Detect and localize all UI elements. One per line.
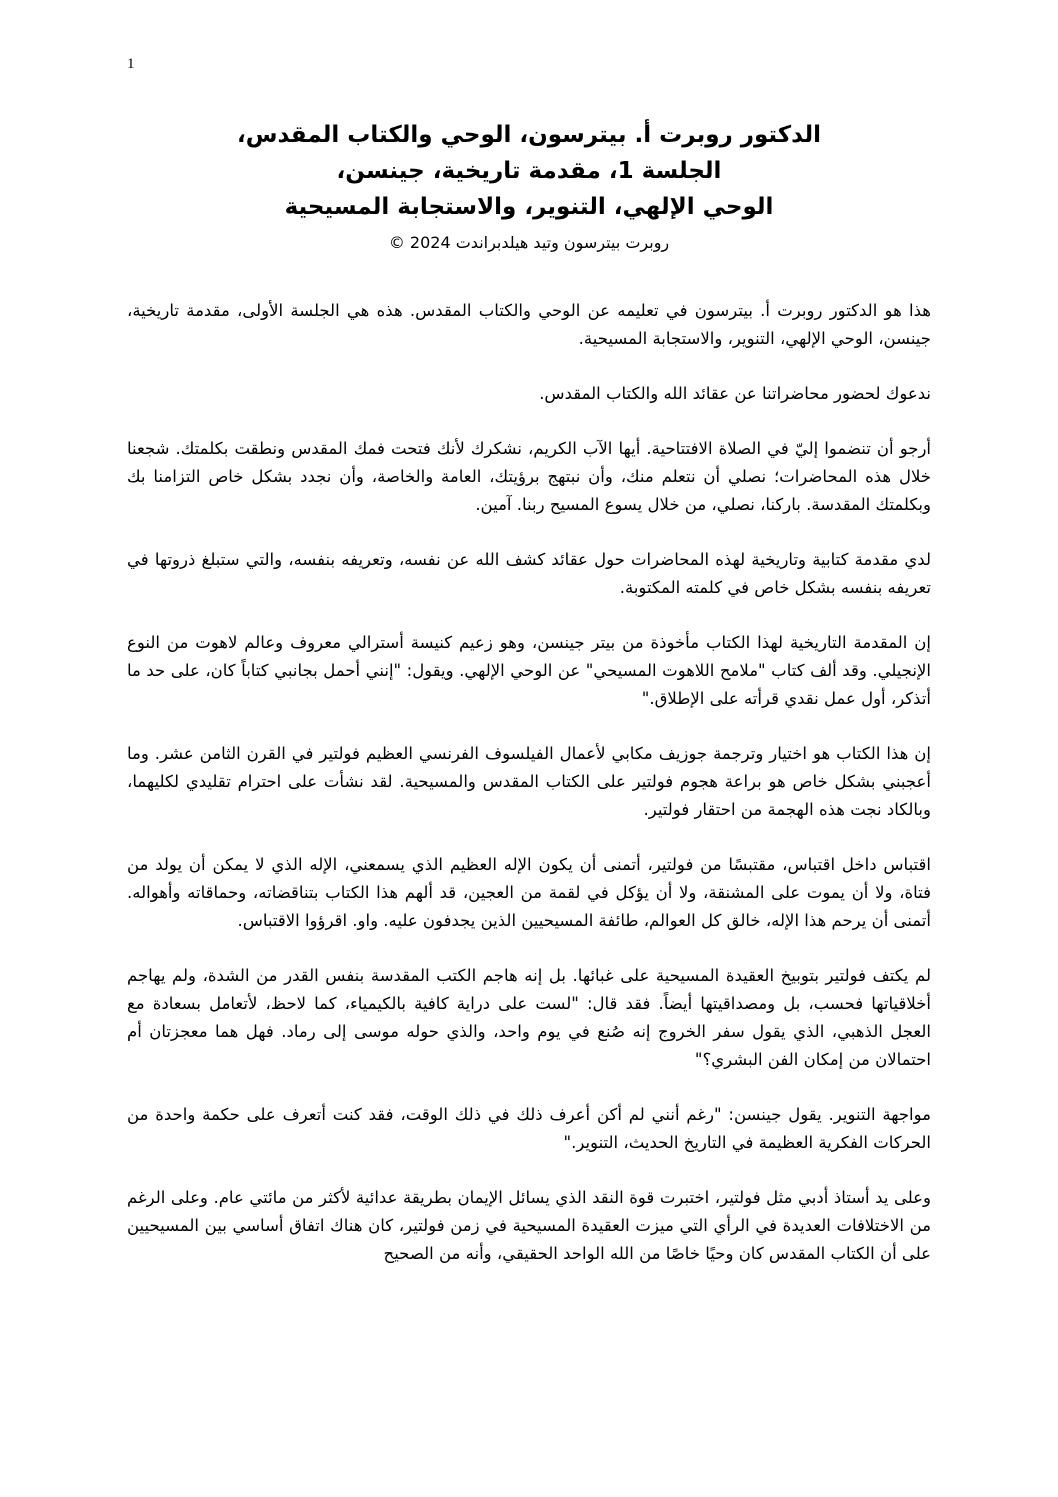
paragraph: ندعوك لحضور محاضراتنا عن عقائد الله والكتاب المقدس. bbox=[539, 384, 931, 403]
paragraph: هذا هو الدكتور روبرت أ. بيترسون في تعليمه عن الوحي والكتاب المقدس. هذه هي الجلسة الأولى، مقدمة تاريخية، جينسن، الوحي الإلهي، التنوير، والاستجابة المسيحية. bbox=[127, 301, 931, 348]
copyright-line: روبرت بيترسون وتيد هيلدبراندت 2024 © bbox=[388, 233, 670, 252]
paragraph: أرجو أن تنضموا إليّ في الصلاة الافتتاحية. أيها الآب الكريم، نشكرك لأنك فتحت فمك المقدس ونطقت بكلمتك. شجعنا خلال هذه المحاضرات؛ نصلي أن نتعلم منك، وأن نبتهج برؤيتك، العامة والخاصة، وأن نجدد بشكل خاص التزامنا بك وبكلمتك المقدسة. باركنا، نصلي، من خلال يسوع المسيح ربنا. آمين. bbox=[127, 439, 931, 514]
document-body bbox=[127, 297, 931, 1268]
paragraph: مواجهة التنوير. يقول جينسن: "رغم أنني لم أكن أعرف ذلك في ذلك الوقت، فقد كنت أتعرف على حكمة واحدة من الحركات الفكرية العظيمة في التاريخ الحديث، التنوير." bbox=[127, 1105, 931, 1152]
paragraph: اقتباس داخل اقتباس، مقتبسًا من فولتير، أتمنى أن يكون الإله العظيم الذي يسمعني، الإله الذي لا يمكن أن يولد من فتاة، ولا أن يموت على المشنقة، ولا أن يؤكل في لقمة من العجين، قد ألهم هذا الكتاب بتناقضاته، وحماقاته وأهواله. أتمنى أن يرحم هذا الإله، خالق كل العوالم، طائفة المسيحيين الذين يجدفون عليه. واو. اقرؤوا الاقتباس. bbox=[127, 855, 931, 930]
page-number: 1 bbox=[127, 56, 135, 72]
document-title-line-1: الدكتور روبرت أ. بيترسون، الوحي والكتاب المقدس، bbox=[237, 122, 821, 148]
document-title-line-3: الوحي الإلهي، التنوير، والاستجابة المسيحية bbox=[284, 194, 774, 220]
document-content bbox=[127, 117, 931, 1268]
paragraph: وعلى يد أستاذ أدبي مثل فولتير، اختبرت قوة النقد الذي يسائل الإيمان بطريقة عدائية لأكثر من مائتي عام. وعلى الرغم من الاختلافات العديدة في الرأي التي ميزت العقيدة المسيحية في زمن فولتير، كان هناك اتفاق أساسي بين المسيحيين على أن الكتاب المقدس كان وحيًا خاصًا من الله الواحد الحقيقي، وأنه من الصحيح bbox=[127, 1188, 931, 1263]
document-title bbox=[127, 117, 931, 225]
paragraph: لم يكتف فولتير بتوبيخ العقيدة المسيحية على غبائها. بل إنه هاجم الكتب المقدسة بنفس القدر من الشدة، ولم يهاجم أخلاقياتها فحسب، بل ومصداقيتها أيضاً. فقد قال: "لست على دراية كافية بالكيمياء، كما لاحظ، لأتعامل بسعادة مع العجل الذهبي، الذي يقول سفر الخروج إنه صُنع في يوم واحد، والذي حوله موسى إلى رماد. فهل هما معجزتان أم احتمالان من إمكان الفن البشري؟" bbox=[127, 966, 931, 1069]
paragraph: إن هذا الكتاب هو اختيار وترجمة جوزيف مكابي لأعمال الفيلسوف الفرنسي العظيم فولتير في القرن الثامن عشر. وما أعجبني بشكل خاص هو براعة هجوم فولتير على الكتاب المقدس والمسيحية. لقد نشأت على احترام تقليدي لكليهما، وبالكاد نجت هذه الهجمة من احتقار فولتير. bbox=[127, 744, 931, 819]
document-title-line-2: الجلسة 1، مقدمة تاريخية، جينسن، bbox=[336, 158, 722, 184]
paragraph: لدي مقدمة كتابية وتاريخية لهذه المحاضرات حول عقائد كشف الله عن نفسه، وتعريفه بنفسه، والتي ستبلغ ذروتها في تعريفه بنفسه بشكل خاص في كلمته المكتوبة. bbox=[127, 550, 931, 597]
paragraph: إن المقدمة التاريخية لهذا الكتاب مأخوذة من بيتر جينسن، وهو زعيم كنيسة أسترالي معروف وعالم لاهوت من النوع الإنجيلي. وقد ألف كتاب "ملامح اللاهوت المسيحي" عن الوحي الإلهي. ويقول: "إنني أحمل بجانبي كتاباً كان، على حد ما أتذكر، أول عمل نقدي قرأته على الإطلاق." bbox=[127, 633, 931, 708]
